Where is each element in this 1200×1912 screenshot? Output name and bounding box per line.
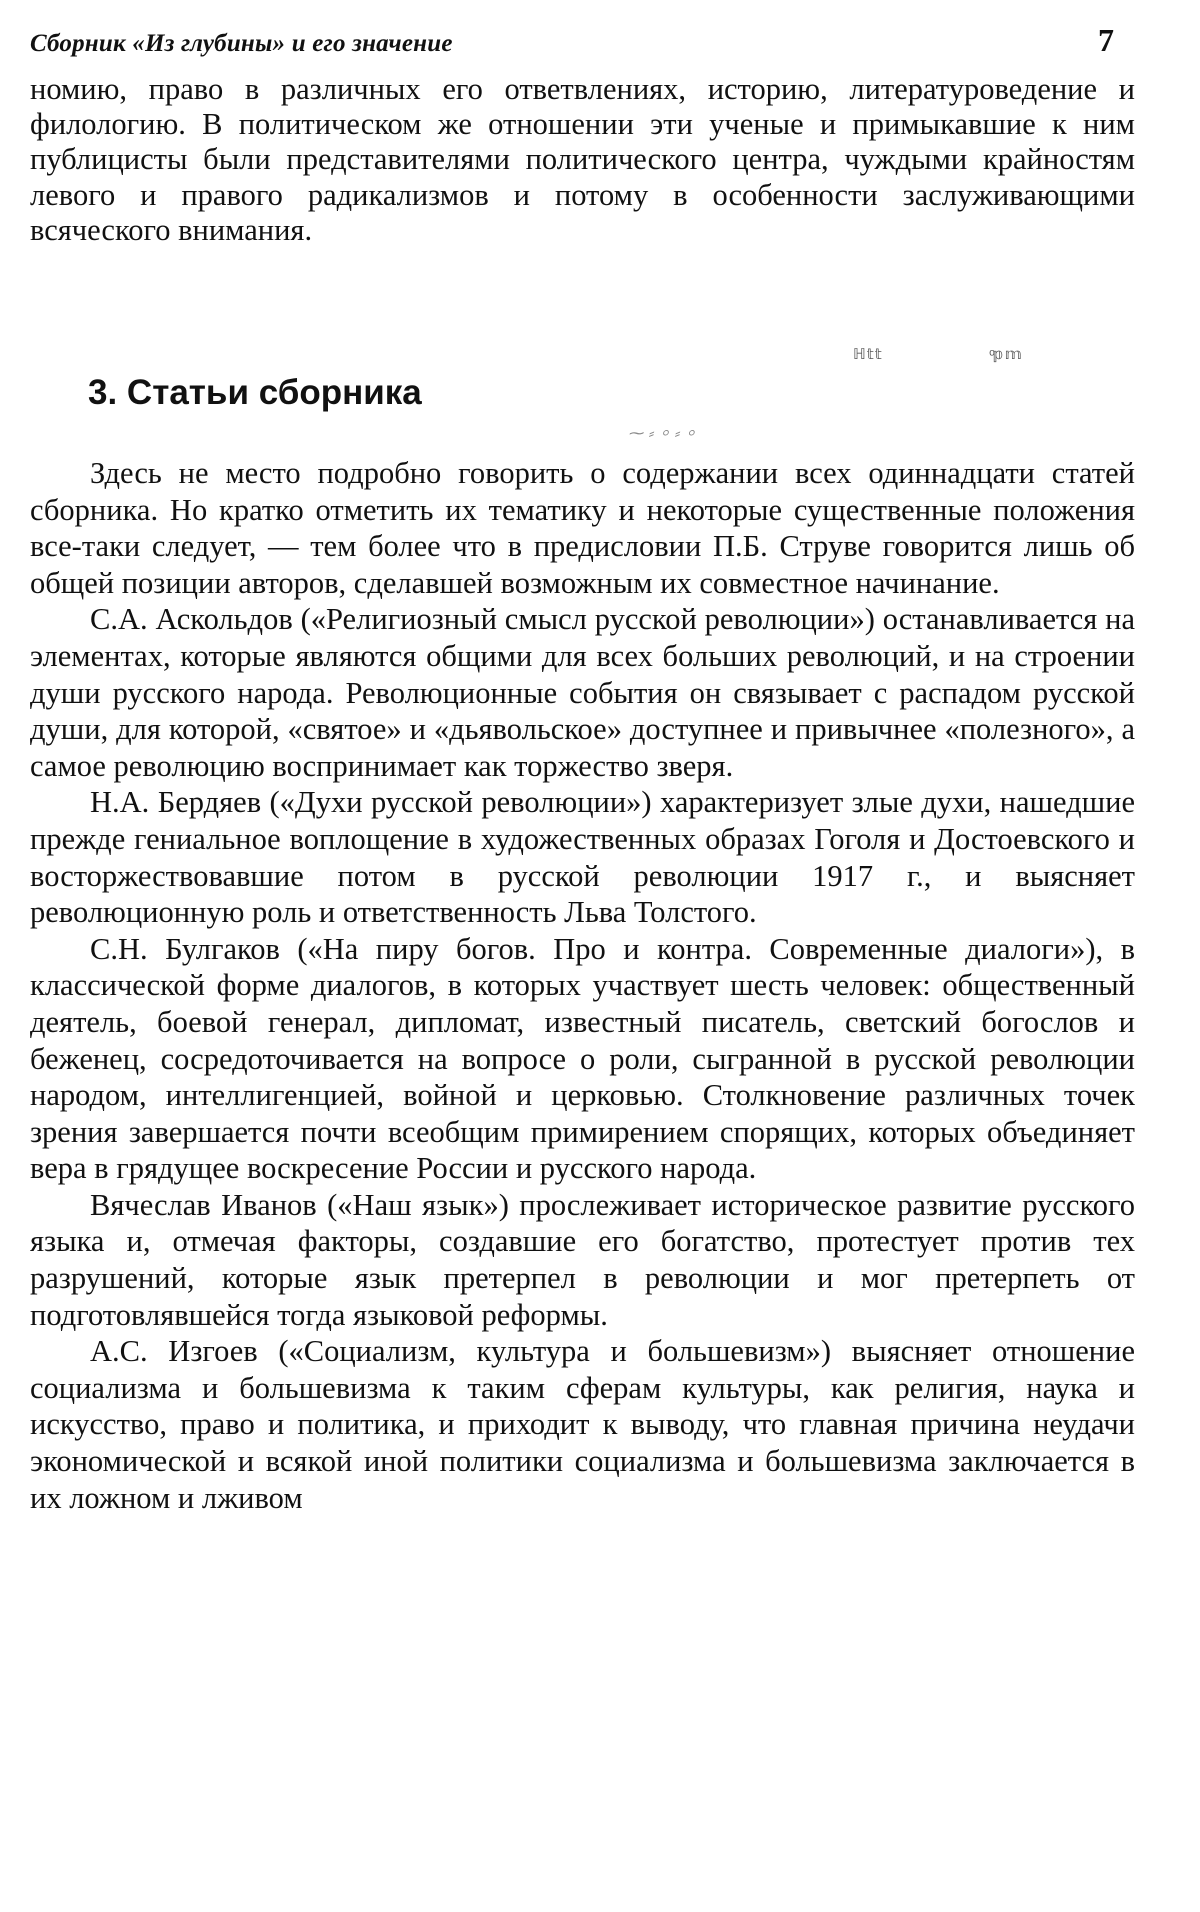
running-head: Сборник «Из глубины» и его значение xyxy=(30,30,453,57)
scan-artifact: ͦ𝕡𝕞 xyxy=(992,346,1023,363)
paragraph: Вячеслав Иванов («Наш язык») прослеживает историческое развитие русского языка и, отмечая факторы, создавшие его богатство, протестует против тех разрушений, которые язык претерпел в революции и мог претерпеть от подготовлявшейся тогда языковой реформы. xyxy=(30,1187,1135,1332)
scan-artifact: ℍ𝕥𝕥 xyxy=(853,346,883,363)
paragraph: С.Н. Булгаков («На пиру богов. Про и контра. Современные диалоги»), в классической форме диалогов, в которых участвует шесть человек: общественный деятель, боевой генерал, дипломат, известный писатель, светский богослов и беженец, сосредоточивается на вопросе о роли, сыгранной в русской революции народом, интеллигенцией, войной и церковью. Столкновение различных точек зрения завершается почти всеобщим примирением спорящих, которых объединяет вера в грядущее воскресение России и русского народа. xyxy=(30,931,1135,1186)
paragraph: А.С. Изгоев («Социализм, культура и большевизм») выясняет отношение социализма и большевизма к таким сферам культуры, как религия, наука и искусство, право и политика, и приходит к выводу, что главная причина неудачи экономической и всякой иной политики социализма и большевизма заключается в их ложном и лживом xyxy=(30,1334,1135,1515)
paragraph: Здесь не место подробно говорить о содержании всех одиннадцати статей сборника. Но кратко отметить их тематику и некоторые существенные положения все-таки следует, — тем более что в предисловии П.Б. Струве говорится лишь об общей позиции авторов, сделавшей возможным их совместное начинание. xyxy=(30,456,1135,600)
page-number: 7 xyxy=(1098,22,1114,58)
intro-paragraph: номию, право в различных его ответвлениях, историю, литературоведение и филологию. В политическом же отношении эти ученые и примыкавшие к ним публицисты были представителями политического центра, чуждыми крайностям левого и правого радикализмов и потому в особенности заслуживающими всяческого внимания. xyxy=(30,72,1135,247)
paragraph: Н.А. Бердяев («Духи русской революции») характеризует злые духи, нашедшие прежде гениальное воплощение в художественных образах Гоголя и Достоевского и восторжествовавшие потом в русской революции 1917 г., и выясняет революционную роль и ответственность Льва Толстого. xyxy=(30,785,1135,930)
section-heading: 3. Статьи сборника xyxy=(88,373,422,412)
section-body xyxy=(30,455,1135,1516)
intro-text xyxy=(30,72,1135,248)
scan-artifact: ⁓ ⸗ ⸰ ⸗ ⸰ xyxy=(628,425,696,442)
paragraph: С.А. Аскольдов («Религиозный смысл русской революции») останавливается на элементах, которые являются общими для всех больших революций, и на строении души русского народа. Революционные события он связывает с распадом русской души, для которой, «святое» и «дьявольское» доступнее и привычнее «полезного», а самое революцию воспринимает как торжество зверя. xyxy=(30,602,1135,783)
